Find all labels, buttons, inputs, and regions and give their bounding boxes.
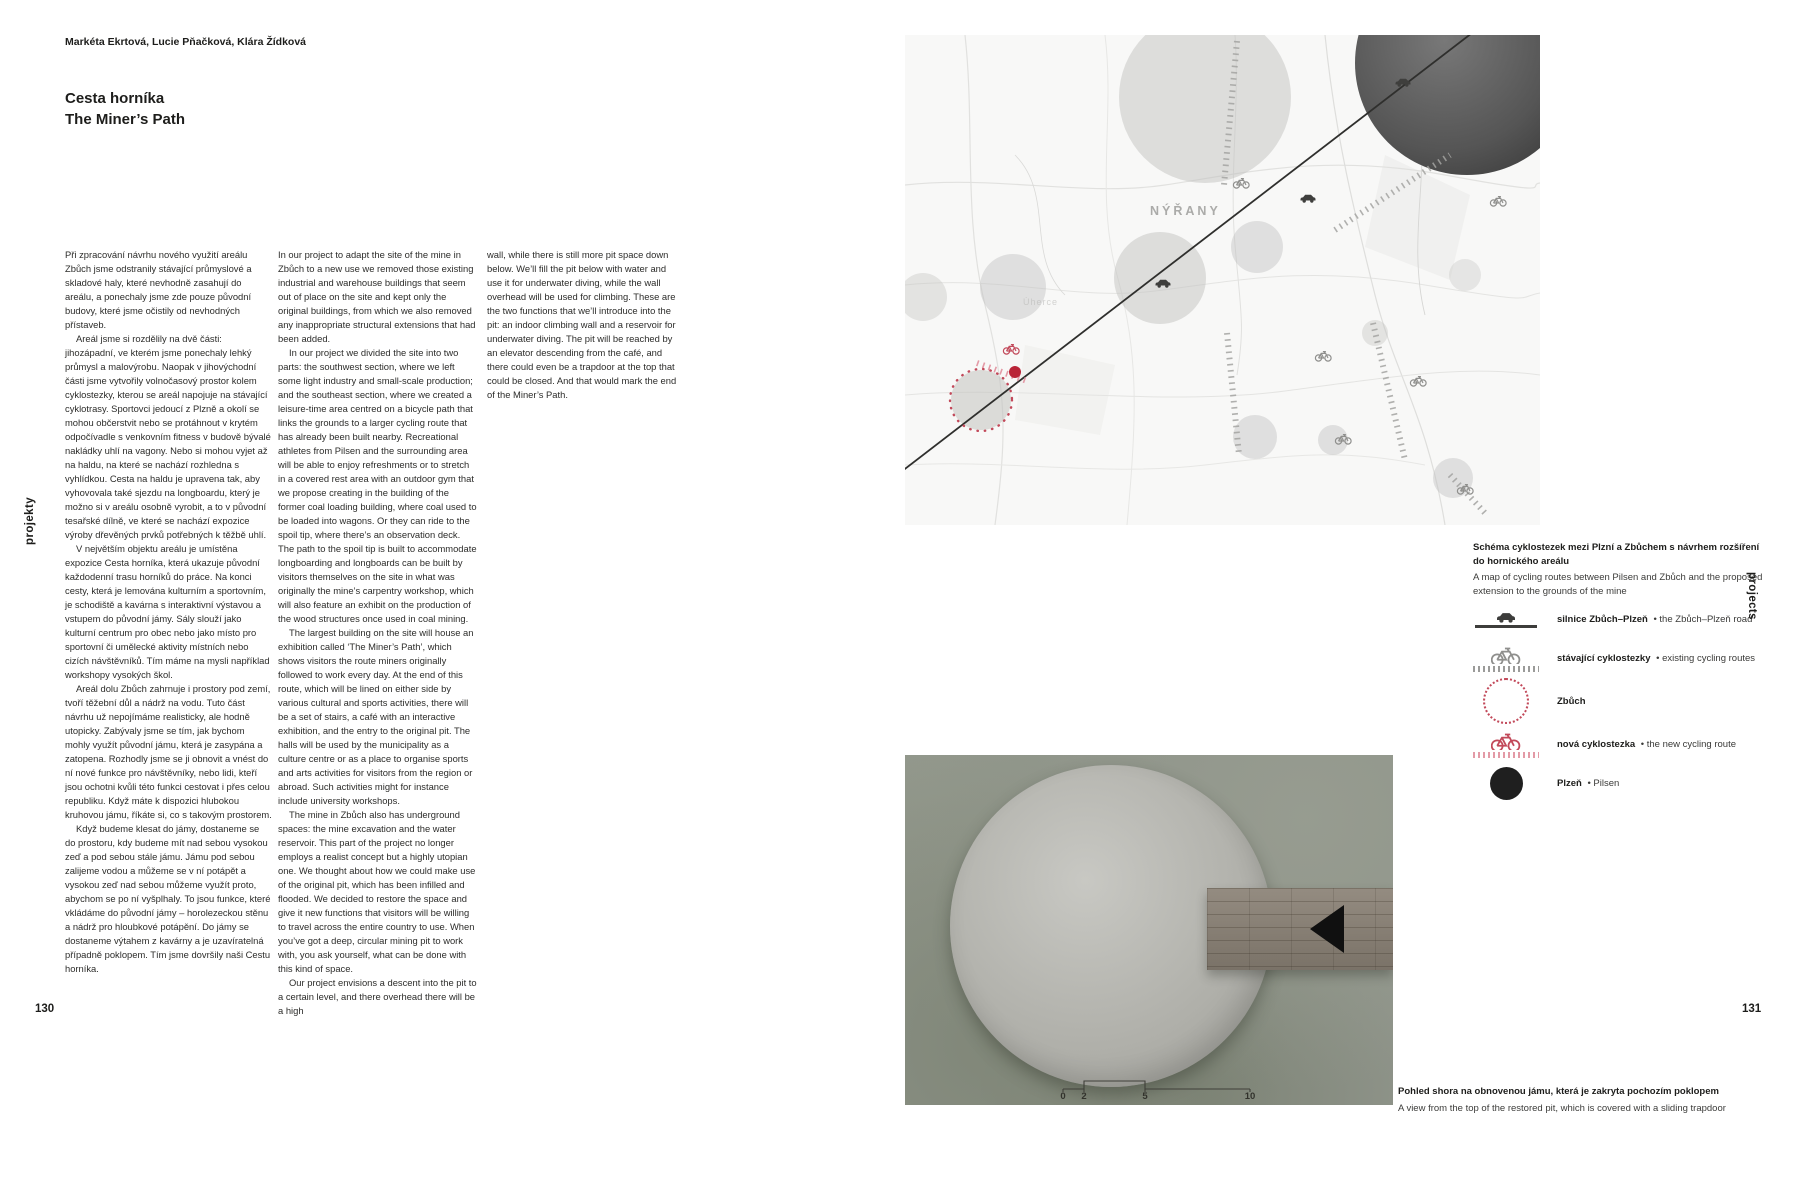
black-circle-icon — [1473, 767, 1539, 800]
photo-caption-english: A view from the top of the restored pit, which is covered with a sliding trapdoor — [1398, 1102, 1726, 1114]
czech-paragraph: Areál dolu Zbůch zahrnuje i prostory pod zemí, tvoří těžební důl a nádrž na vodu. Tuto část návrhu už nepojímáme realisticky, ale hodně utopicky. Zabývaly jsme se tím, jak bychom mohly využít původní jámu, která je zasypána a zatopena. Rozhodly jsme se ji obnovit a vnést do ní nové funkce pro návštěvníky, nebo lidi, kteří jsou ochotni kvůli této funkci cestovat i přes celou republiku. Když máte k dispozici hlubokou kruhovou jámu, říkáte si, co s takovým prostorem. — [65, 683, 272, 820]
authors-line: Markéta Ekrtová, Lucie Pňačková, Klára Žídková — [65, 36, 307, 48]
pilsen-dark-circle — [1355, 35, 1540, 175]
scale-label-10: 10 — [1244, 1091, 1256, 1102]
page-number-left: 130 — [35, 1003, 55, 1015]
map-caption-czech: Schéma cyklostezek mezi Plzní a Zbůchem s návrhem rozšíření do hornického areálu — [1473, 542, 1760, 567]
scale-label-0: 0 — [1060, 1091, 1066, 1102]
english-paragraph: Our project envisions a descent into the pit to a certain level, and there overhead there will be a high — [278, 977, 477, 1016]
english-text-column-2 — [487, 248, 683, 402]
restored-pit-photo — [905, 755, 1393, 1105]
photo-caption — [1398, 1085, 1738, 1115]
map-caption-english: A map of cycling routes between Pilsen and Zbůch and the proposed extension to the grounds of the mine — [1473, 572, 1763, 597]
title-english: The Miner’s Path — [65, 111, 186, 128]
cycling-routes-map — [905, 35, 1540, 525]
czech-paragraph: Při zpracování návrhu nového využití areálu Zbůch jsme odstranily stávající průmyslové a skladové haly, které nevhodně zasahují do areálu, a ponechaly jsme zde pouze původní budovy, které jsme očistily od nevhodných přístaveb. — [65, 249, 252, 330]
new-route-bicycle-icon — [1003, 345, 1019, 355]
english-paragraph: The largest building on the site will house an exhibition called ‘The Miner’s Path’, which shows visitors the route miners originally followed to work every day. At the end of this route, which will be lined on either side by various cultural and sports activities, there will be a set of stairs, a café with an interactive exhibition, and the entry to the original pit. The halls will be used by the municipality as a culture centre or as a place to organise sports and arts activities for visitors from the region or abroad. Such activities might for instance include university workshops. — [278, 627, 474, 806]
legend-item-road — [1473, 600, 1783, 638]
wooden-walkway — [1207, 888, 1393, 970]
scale-label-5: 5 — [1142, 1091, 1148, 1102]
english-paragraph: wall, while there is still more pit space down below. We’ll fill the pit below with water and use it for underwater diving, while the wall overhead will be used for climbing. These are the two functions that we’ll introduce into the pit: an indoor climbing wall and a reservoir for underwater diving. The pit will be reached by an elevator descending from the café, and there could even be a trapdoor at the top that could be closed. And that would mark the end of the Miner’s Path. — [487, 249, 677, 400]
map-label-uherce: Úherce — [1023, 297, 1059, 307]
czech-paragraph: Když budeme klesat do jámy, dostaneme se do prostoru, kdy budeme mít nad sebou vysokou zeď a pod sebou stále jámu. Jámu pod sebou zalijeme vodou a můžeme se v ní potápět a vysokou zeď nad sebou můžeme využít proto, abychom se po ní vyšplhaly. To jsou funkce, které vkládáme do původní jámy – horolezeckou stěnu a nádrž pro hloubkové potápění. Do jámy se dostaneme výtahem z kavárny a je uzavíratelná případně poklopem. Tím jsme dovršily naši Cestu horníka. — [65, 823, 271, 974]
czech-paragraph: V největším objektu areálu je umístěna expozice Cesta horníka, která ukazuje původní každodenní trasu horníků do práce. Na konci cesty, která je lemována kulturním a sportovním, je schodiště a kavárna s interaktivní výstavou a vstupem do původní jámy. Sály slouží jako kulturní centrum pro obec nebo jako místo pro sportovní či umělecké aktivity místních nebo cizích návštěvníků. Tím máme na mysli například workshopy vysokých škol. — [65, 543, 270, 680]
legend-item-zbuch — [1473, 678, 1783, 724]
red-hatch-line-swatch — [1473, 752, 1539, 758]
title-block — [65, 88, 185, 130]
legend-label: nová cyklostezka • the new cycling route — [1557, 738, 1737, 750]
legend-item-pilsen — [1473, 764, 1783, 802]
map-legend — [1473, 600, 1783, 803]
english-paragraph: The mine in Zbůch also has underground spaces: the mine excavation and the water reservoir. This part of the project no longer employs a realist concept but a highly utopian one. We thought about how we could make use of the original pit, which has been infilled and flooded. We decided to restore the space and give it new functions that visitors will be willing to travel across the entire country to use. When you’ve got a deep, circular mining pit to work with, you ask yourself, what can be done with this kind of space. — [278, 809, 476, 974]
legend-label: Zbůch — [1557, 695, 1586, 707]
legend-item-existing-routes — [1473, 639, 1783, 677]
margin-label-projekty: projekty — [24, 497, 36, 545]
czech-text-column — [65, 248, 272, 976]
english-paragraph: In our project to adapt the site of the mine in Zbůch to a new use we removed those existing industrial and warehouse buildings that seem out of place on the site and kept only the original buildings, from which we also removed any inappropriate structural extensions that had been added. — [278, 249, 476, 344]
red-dot-marker — [1009, 366, 1021, 378]
map-graphic — [905, 35, 1540, 525]
legend-label: stávající cyklostezky • existing cycling routes — [1557, 652, 1756, 664]
english-text-column-1 — [278, 248, 478, 1018]
english-paragraph: In our project we divided the site into two parts: the southwest section, where we left some light industry and small-scale production; and the southeast section, where we created a leisure-time area centred on a bicycle path that links the grounds to a larger cycling route that has already been built nearby. Recreational athletes from Pilsen and the surrounding area will be able to enjoy refreshments or to stretch in a covered rest area with an outdoor gym that we propose creating in the building of the former coal loading building, where coal used to be loaded into wagons. Or they can ride to the spoil tip, where there’s an observation deck. The path to the spoil tip is built to accommodate longboarding and longboards can be built by visitors themselves on the site in what was originally the mine’s carpentry workshop, which will also feature an exhibit on the production of the wood structures once used in coal mining. — [278, 347, 477, 624]
road-line-swatch — [1475, 625, 1537, 628]
photo-caption-czech: Pohled shora na obnovenou jámu, která je zakryta pochozím poklopem — [1398, 1086, 1719, 1097]
dotted-circle-icon — [1473, 678, 1539, 724]
legend-item-new-route — [1473, 725, 1783, 763]
scale-label-2: 2 — [1081, 1091, 1087, 1102]
title-czech: Cesta horníka — [65, 90, 165, 107]
map-label-nyrany: NÝŘANY — [1150, 204, 1221, 218]
margin-label-projects: projects — [1746, 572, 1758, 620]
red-bicycle-icon — [1473, 731, 1539, 758]
car-icon — [1473, 611, 1539, 628]
legend-label: Plzeň • Pilsen — [1557, 777, 1620, 789]
legend-label: silnice Zbůch–Plzeň • the Zbůch–Plzeň road — [1557, 613, 1753, 625]
gray-hatch-line-swatch — [1473, 666, 1539, 672]
bicycle-icon — [1473, 645, 1539, 672]
czech-paragraph: Areál jsme si rozdělily na dvě části: jihozápadní, ve kterém jsme ponechaly lehký průmysl a malovýrobu. Naopak v jihovýchodní části jsme vytvořily volnočasový prostor kolem cyklostezky, kterou se areál napojuje na stávající cyklotrasy. Sportovci jedoucí z Plzně a okolí se mohou občerstvit nebo se protáhnout v krytém odpočívadle s venkovním fitness v budově bývalé nakládky uhlí na vagony. Nebo si mohou vyjet až na haldu, na které se nachází rozhledna s vyhlídkou. Cesta na haldu je upravena tak, aby vyhovovala také sjezdu na longboardu, který je možno si v areálu osobně vyrobit, a to v původní tesařské dílně, ve které se nachází expozice výroby dřevěných prvků potřebných k těžbě uhlí. — [65, 333, 271, 540]
map-caption — [1473, 541, 1773, 598]
left-arrow-marker — [1310, 905, 1344, 953]
page-number-right: 131 — [1742, 1003, 1762, 1015]
